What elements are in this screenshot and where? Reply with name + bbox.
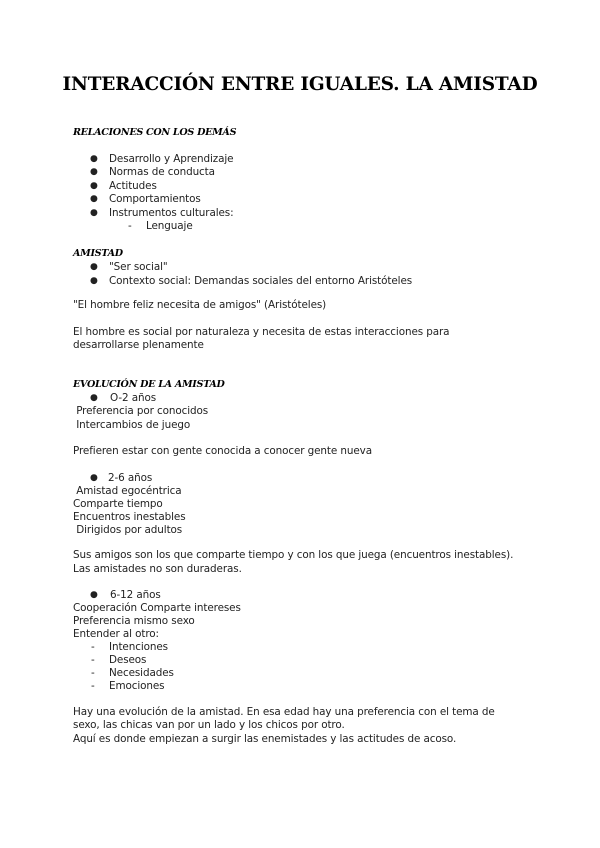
stage-line: Amistad egocéntrica <box>73 485 182 497</box>
stage-label: 2-6 años <box>108 472 153 484</box>
list-item: Desarrollo y Aprendizaje <box>109 153 234 165</box>
bullet-icon: ● <box>90 262 98 272</box>
stage-line: Comparte tiempo <box>73 498 163 510</box>
paragraph-line: desarrollarse plenamente <box>73 339 204 351</box>
list-subitem: Necesidades <box>109 667 174 679</box>
list-item: Comportamientos <box>109 193 201 205</box>
dash-icon: - <box>91 667 95 679</box>
stage-line: Encuentros inestables <box>73 511 186 523</box>
dash-icon: - <box>91 641 95 653</box>
stage-line: Preferencia mismo sexo <box>73 615 195 627</box>
stage-label: O-2 años <box>110 392 157 404</box>
quote-text: "El hombre feliz necesita de amigos" (Aristóteles) <box>73 299 327 311</box>
dash-icon: - <box>91 654 95 666</box>
list-item: "Ser social" <box>109 261 168 273</box>
list-item: Contexto social: Demandas sociales del entorno Aristóteles <box>109 275 413 287</box>
bullet-icon: ● <box>90 590 98 600</box>
bullet-icon: ● <box>90 181 98 191</box>
bullet-icon: ● <box>90 393 98 403</box>
list-item: Normas de conducta <box>109 166 215 178</box>
bullet-icon: ● <box>90 473 98 483</box>
stage-line: Preferencia por conocidos <box>73 405 209 417</box>
list-subitem: Intenciones <box>109 641 168 653</box>
section-heading-amistad: AMISTAD <box>73 248 123 259</box>
dash-icon: - <box>128 220 132 232</box>
closing-line: sexo, las chicas van por un lado y los chicos por otro. <box>73 719 345 731</box>
bullet-icon: ● <box>90 276 98 286</box>
stage-summary: Las amistades no son duraderas. <box>73 563 242 575</box>
list-subitem: Emociones <box>109 680 165 692</box>
stage-summary: Sus amigos son los que comparte tiempo y con los que juega (encuentros inestables). <box>73 549 514 561</box>
bullet-icon: ● <box>90 194 98 204</box>
stage-label: 6-12 años <box>110 589 161 601</box>
list-item: Actitudes <box>109 180 157 192</box>
list-subitem: Deseos <box>109 654 147 666</box>
paragraph-line: El hombre es social por naturaleza y necesita de estas interacciones para <box>73 326 450 338</box>
stage-line: Entender al otro: <box>73 628 159 640</box>
list-item: Instrumentos culturales: <box>109 207 234 219</box>
bullet-icon: ● <box>90 167 98 177</box>
bullet-icon: ● <box>90 208 98 218</box>
closing-line: Hay una evolución de la amistad. En esa edad hay una preferencia con el tema de <box>73 706 495 718</box>
section-heading-evolucion: EVOLUCIÓN DE LA AMISTAD <box>73 379 225 390</box>
page-title: INTERACCIÓN ENTRE IGUALES. LA AMISTAD <box>62 74 538 95</box>
list-subitem: Lenguaje <box>146 220 193 232</box>
dash-icon: - <box>91 680 95 692</box>
section-heading-relaciones: RELACIONES CON LOS DEMÁS <box>73 127 237 138</box>
stage-line: Cooperación Comparte intereses <box>73 602 241 614</box>
stage-line: Intercambios de juego <box>73 419 191 431</box>
closing-line: Aquí es donde empiezan a surgir las enemistades y las actitudes de acoso. <box>73 733 457 745</box>
stage-summary: Prefieren estar con gente conocida a conocer gente nueva <box>73 445 372 457</box>
bullet-icon: ● <box>90 154 98 164</box>
stage-line: Dirigidos por adultos <box>73 524 183 536</box>
